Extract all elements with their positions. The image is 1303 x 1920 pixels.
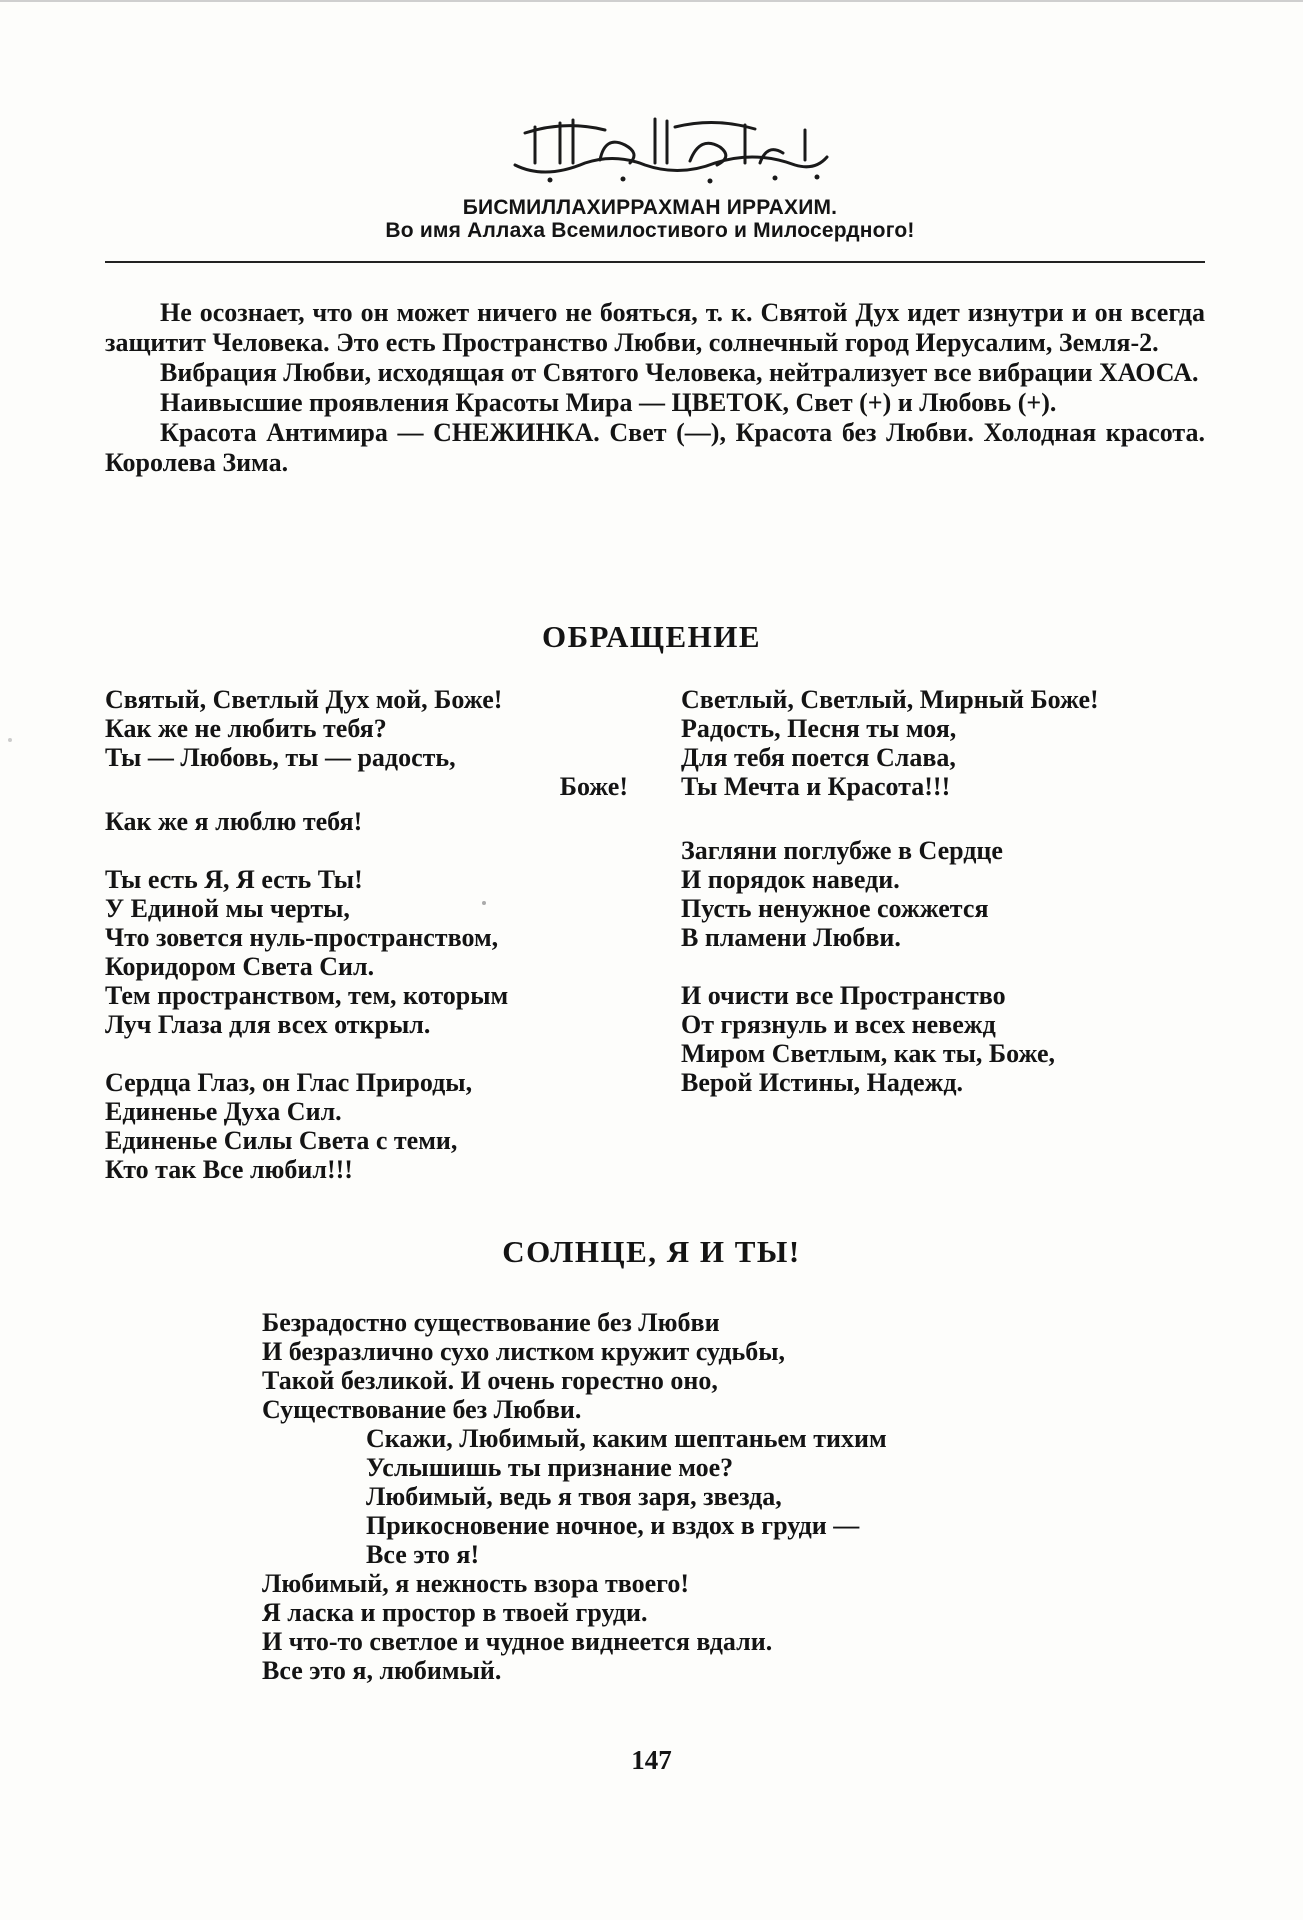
poem-title-obrashchenie: ОБРАЩЕНИЕ	[541, 619, 762, 654]
basmala-calligraphy	[505, 105, 835, 190]
verse-line: У Единой мы черты,	[105, 894, 350, 923]
verse-line: Ты Мечта и Красота!!!	[681, 772, 951, 801]
basmala-transliteration: БИСМИЛЛАХИРРАХМАН ИРРАХИМ.	[462, 196, 838, 219]
verse-line: В пламени Любви.	[681, 923, 901, 952]
verse-line: Такой безликой. И очень горестно оно,	[262, 1366, 718, 1395]
scan-edge	[0, 0, 1303, 2]
poem2-body	[262, 1308, 1062, 1685]
paragraph: Красота Антимира — СНЕЖИНКА. Свет (—), Красота без Любви. Холодная красота. Королева Зима.	[105, 418, 1205, 477]
verse-line: И что-то светлое и чудное виднеется вдали.	[262, 1627, 773, 1656]
verse-line: Загляни поглубже в Сердце	[681, 836, 1003, 865]
verse-line: Любимый, я нежность взора твоего!	[262, 1569, 689, 1598]
page-number: 147	[631, 1745, 672, 1775]
intro-text	[105, 298, 1205, 478]
poem1-left-column	[105, 685, 628, 1213]
stanza	[105, 685, 628, 836]
stanza	[681, 981, 1221, 1097]
poem1-right-column	[681, 685, 1221, 1126]
verse-line: И очисти все Пространство	[681, 981, 1006, 1010]
verse-line: Сердца Глаз, он Глас Природы,	[105, 1068, 473, 1097]
header-divider	[105, 261, 1205, 263]
stanza	[681, 685, 1221, 801]
verse-line: Существование без Любви.	[262, 1395, 582, 1424]
verse-line: И порядок наведи.	[681, 865, 900, 894]
basmala-translation: Во имя Аллаха Всемилостивого и Милосердного!	[385, 219, 915, 242]
verse-line: Святый, Светлый Дух мой, Боже!	[105, 685, 503, 714]
verse-line: Радость, Песня ты моя,	[681, 714, 957, 743]
verse-line: Миром Светлым, как ты, Боже,	[681, 1039, 1056, 1068]
paragraph: Вибрация Любви, исходящая от Святого Человека, нейтрализует все вибрации ХАОСА.	[160, 358, 1199, 387]
stanza	[105, 1068, 628, 1184]
poem-title-solntse: СОЛНЦЕ, Я И ТЫ!	[502, 1234, 801, 1269]
scan-speck	[8, 738, 12, 742]
verse-line: Прикосновение ночное, и вздох в груди —	[366, 1511, 860, 1540]
verse-line: Что зовется нуль-пространством,	[105, 923, 499, 952]
verse-line: Светлый, Светлый, Мирный Боже!	[681, 685, 1099, 714]
verse-line: Я ласка и простор в твоей груди.	[262, 1598, 648, 1627]
paragraph: Наивысшие проявления Красоты Мира — ЦВЕТОК, Свет (+) и Любовь (+).	[160, 388, 1057, 417]
verse-line: Безрадостно существование без Любви	[262, 1308, 720, 1337]
verse-line: Любимый, ведь я твоя заря, звезда,	[366, 1482, 782, 1511]
verse-line: Единенье Силы Света с теми,	[105, 1126, 458, 1155]
verse-line: Кто так Все любил!!!	[105, 1155, 353, 1184]
verse-line: Ты есть Я, Я есть Ты!	[105, 865, 363, 894]
verse-line: Верой Истины, Надежд.	[681, 1068, 964, 1097]
stanza	[105, 865, 628, 1039]
paragraph: Не осознает, что он может ничего не бояться, т. к. Святой Дух идет изнутри и он всегда защитит Человека. Это есть Пространство Любви, солнечный город Иерусалим, Земля-2.	[105, 298, 1205, 357]
verse-line: Единенье Духа Сил.	[105, 1097, 342, 1126]
scan-speck	[482, 901, 486, 905]
verse-line: Коридором Света Сил.	[105, 952, 375, 981]
verse-line: Боже!	[559, 772, 628, 801]
verse-line: Для тебя поется Слава,	[681, 743, 956, 772]
verse-line: И безразлично сухо листком кружит судьбы,	[262, 1337, 786, 1366]
verse-line: Услышишь ты признание мое?	[366, 1453, 734, 1482]
verse-line: Скажи, Любимый, каким шептаньем тихим	[366, 1424, 887, 1453]
verse-line: Тем пространством, тем, которым	[105, 981, 509, 1010]
stanza	[681, 836, 1221, 952]
verse-line: Пусть ненужное сожжется	[681, 894, 989, 923]
verse-line: Луч Глаза для всех открыл.	[105, 1010, 431, 1039]
verse-line: От грязнуль и всех невежд	[681, 1010, 996, 1039]
verse-line: Все это я, любимый.	[262, 1656, 502, 1685]
verse-line: Как же я люблю тебя!	[105, 807, 363, 836]
verse-line: Ты — Любовь, ты — радость,	[105, 743, 456, 772]
verse-line: Как же не любить тебя?	[105, 714, 387, 743]
verse-line: Все это я!	[366, 1540, 480, 1569]
